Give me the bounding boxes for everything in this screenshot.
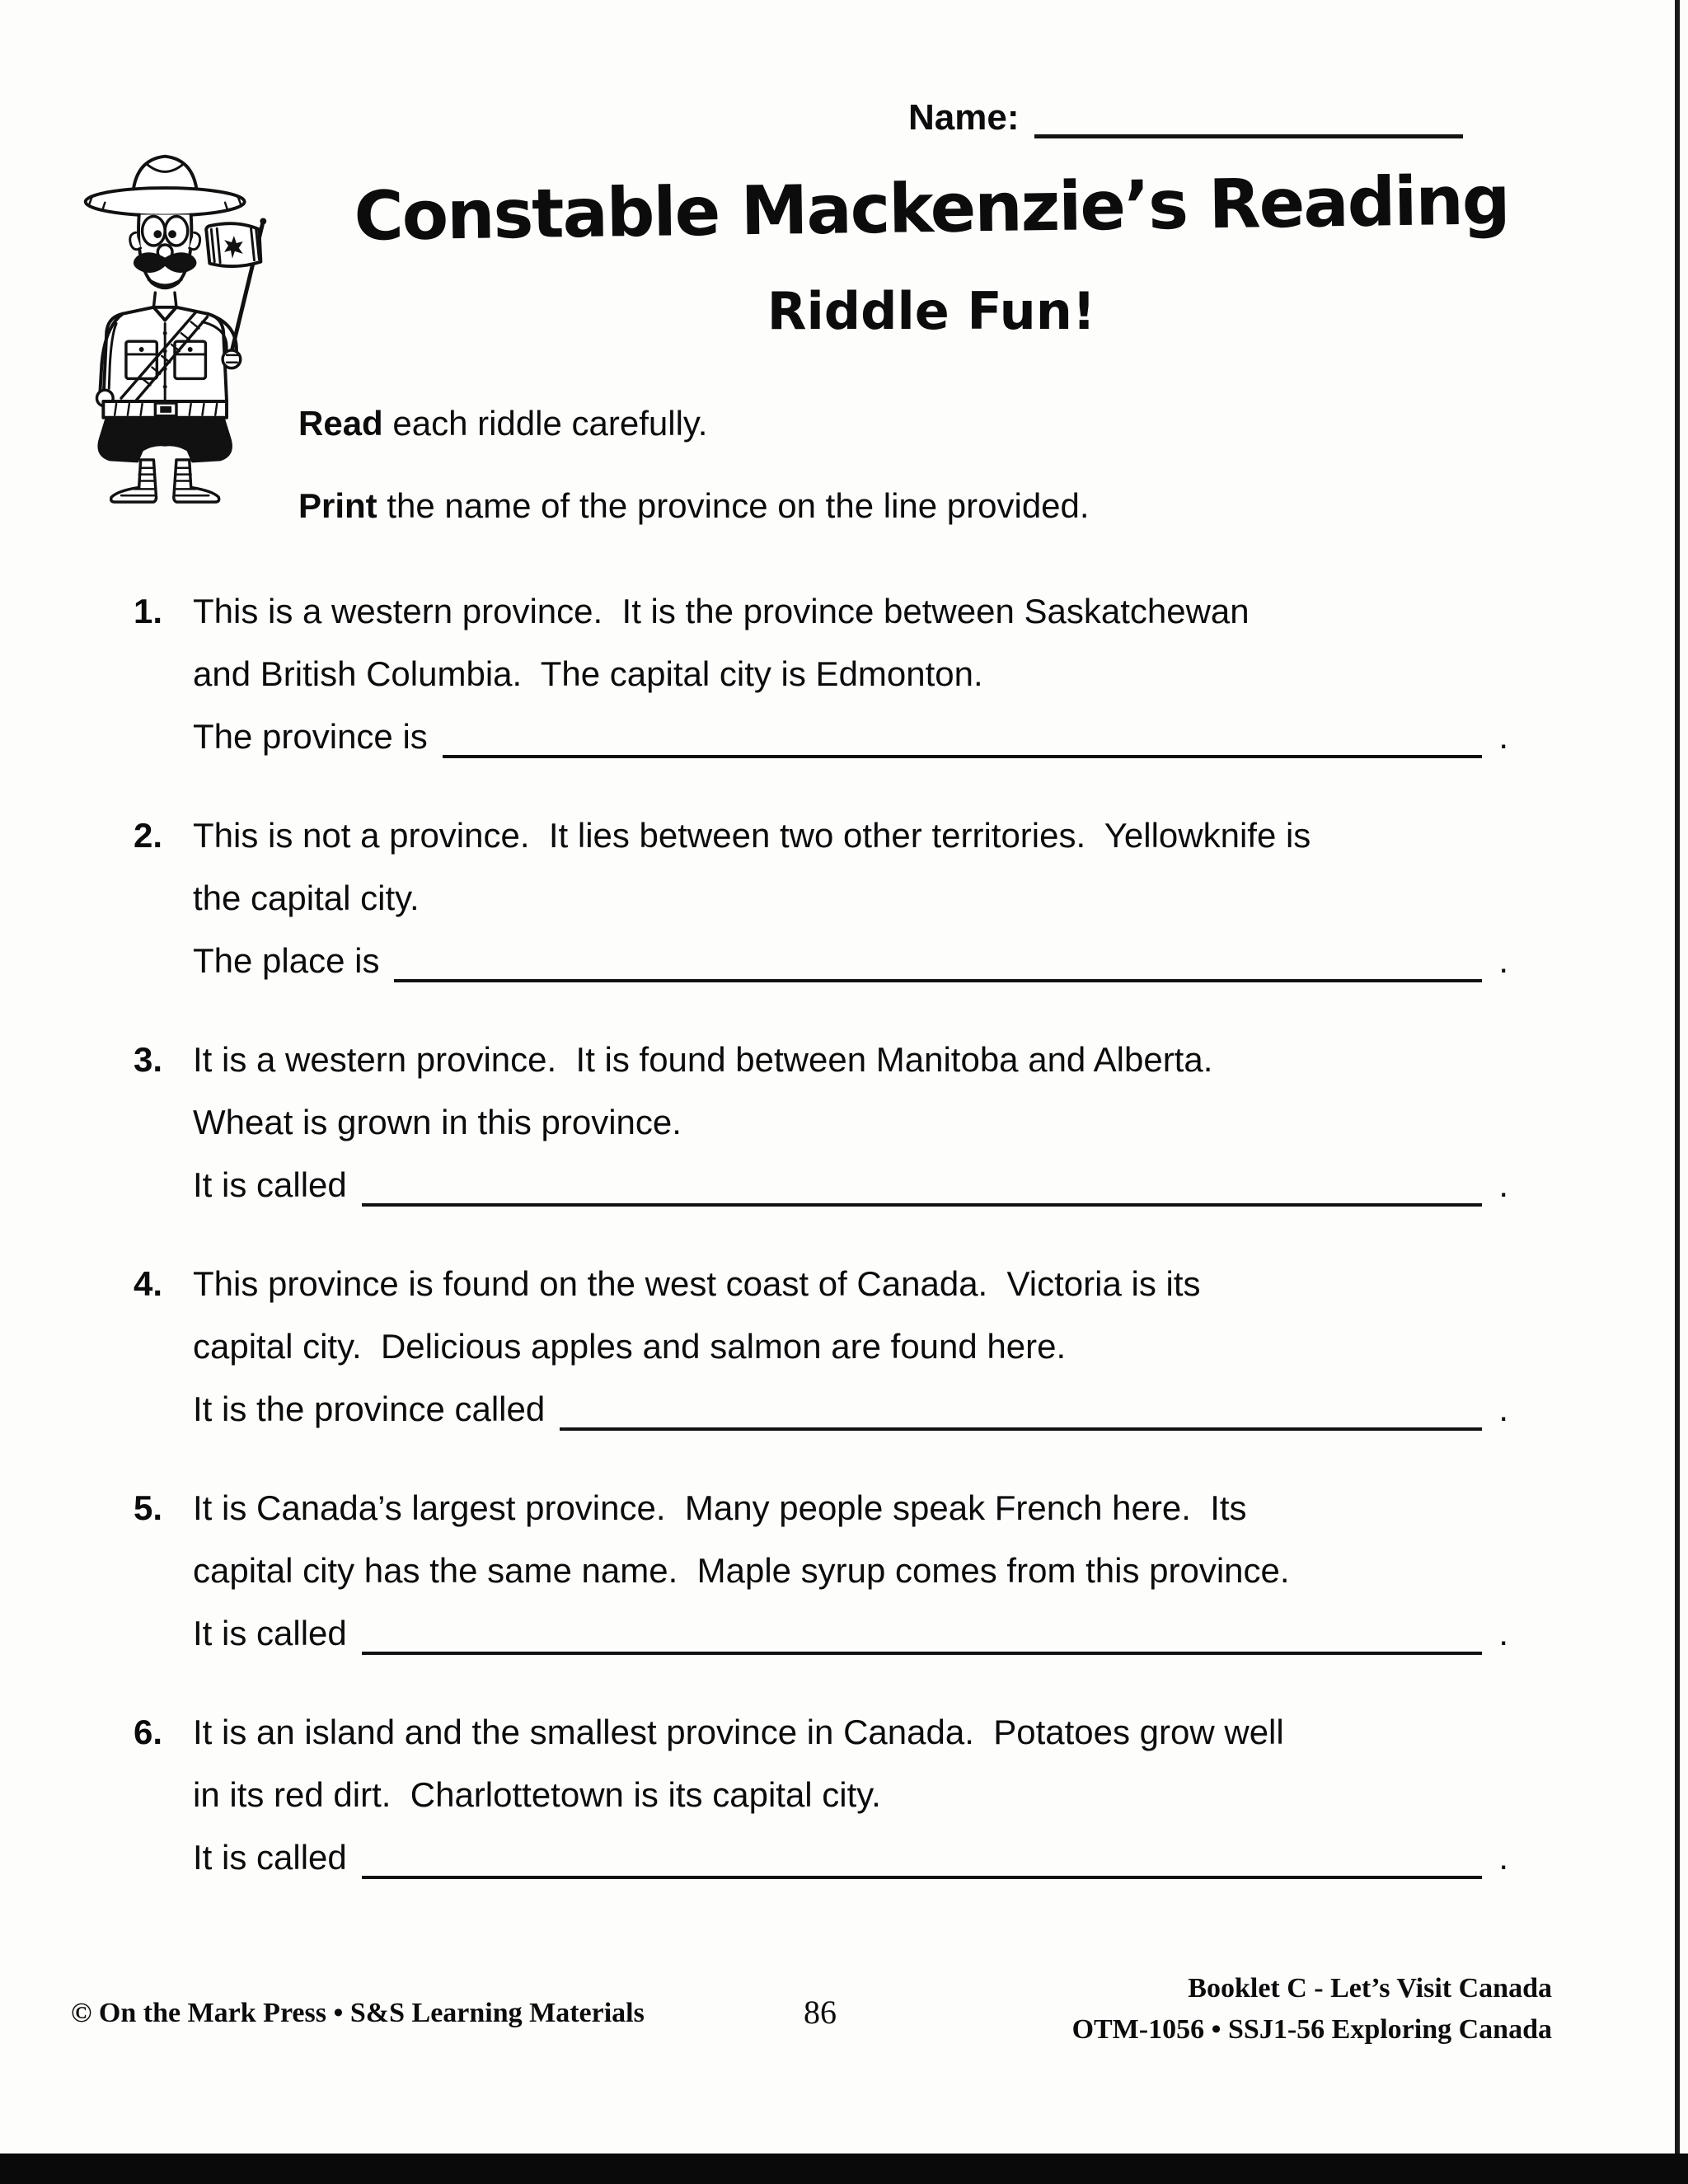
page-subtitle: Riddle Fun! bbox=[767, 281, 1096, 341]
mountie-uniform bbox=[96, 293, 240, 418]
answer-blank-line bbox=[362, 1203, 1483, 1207]
riddle-text-line1: It is a western province. It is found between Manitoba and Alberta. bbox=[193, 1040, 1213, 1079]
answer-lead: It is called bbox=[193, 1165, 347, 1204]
answer-blank-line bbox=[394, 979, 1482, 982]
mountie-hat bbox=[86, 157, 245, 216]
answer-lead: It is the province called bbox=[193, 1390, 546, 1428]
instruction-print-line: Print the name of the province on the line provided. bbox=[298, 486, 1090, 525]
riddle-text-line2: capital city. Delicious apples and salmon are found here. bbox=[193, 1327, 1067, 1366]
riddle-item-5 bbox=[134, 1477, 1508, 1665]
answer-blank-line bbox=[560, 1427, 1482, 1431]
footer-booklet bbox=[1072, 1968, 1552, 2050]
answer-lead: The place is bbox=[193, 941, 380, 980]
riddle-answer-row bbox=[193, 930, 1508, 992]
riddle-number: 2. bbox=[134, 816, 163, 855]
riddle-text-line2: Wheat is grown in this province. bbox=[193, 1103, 682, 1141]
riddle-text-line1: This is not a province. It lies between two other territories. Yellowknife is bbox=[193, 816, 1311, 855]
riddle-number: 6. bbox=[134, 1713, 163, 1751]
name-blank-line bbox=[1034, 97, 1463, 138]
riddle-number: 3. bbox=[134, 1040, 163, 1079]
riddle-answer-row bbox=[193, 1602, 1508, 1665]
riddle-item-2 bbox=[134, 804, 1508, 992]
footer-booklet-line1: Booklet C - Let’s Visit Canada bbox=[1188, 1973, 1552, 2004]
instruction-read-line: Read each riddle carefully. bbox=[298, 404, 708, 443]
riddle-text-line2: capital city has the same name. Maple syrup comes from this province. bbox=[193, 1551, 1290, 1590]
riddle-answer-row bbox=[193, 1826, 1508, 1889]
riddle-text-line2: the capital city. bbox=[193, 879, 420, 917]
mountie-illustration bbox=[69, 129, 280, 518]
answer-period: . bbox=[1498, 1165, 1508, 1204]
answer-period: . bbox=[1498, 1390, 1508, 1428]
answer-blank-line bbox=[362, 1652, 1483, 1655]
mountie-boots bbox=[111, 460, 219, 502]
instructions bbox=[298, 404, 1090, 569]
footer-booklet-line2: OTM-1056 • SSJ1-56 Exploring Canada bbox=[1071, 2014, 1552, 2045]
riddle-item-3 bbox=[134, 1029, 1508, 1216]
mountie-face bbox=[130, 215, 200, 288]
answer-lead: The province is bbox=[193, 717, 428, 756]
riddle-item-1 bbox=[134, 580, 1508, 768]
name-row bbox=[908, 97, 1463, 138]
riddle-answer-row bbox=[193, 1154, 1508, 1216]
answer-lead: It is called bbox=[193, 1614, 347, 1652]
answer-period: . bbox=[1498, 1614, 1508, 1652]
riddle-number: 1. bbox=[134, 592, 163, 630]
riddle-text-line1: It is an island and the smallest province in Canada. Potatoes grow well bbox=[193, 1713, 1284, 1751]
riddle-text-line1: It is Canada’s largest province. Many people speak French here. Its bbox=[193, 1488, 1247, 1527]
riddle-answer-row bbox=[193, 705, 1508, 768]
answer-lead: It is called bbox=[193, 1838, 347, 1877]
riddle-item-4 bbox=[134, 1253, 1508, 1441]
scan-artifact-bottom-edge bbox=[0, 2154, 1688, 2184]
answer-blank-line bbox=[443, 755, 1483, 758]
riddle-text-line1: This is a western province. It is the province between Saskatchewan bbox=[193, 592, 1250, 630]
footer-copyright: © On the Mark Press • S&S Learning Materials bbox=[71, 1998, 645, 2028]
riddle-answer-row bbox=[193, 1378, 1508, 1441]
answer-blank-line bbox=[362, 1876, 1483, 1879]
riddle-number: 5. bbox=[134, 1488, 163, 1527]
footer-page-number: 86 bbox=[804, 1994, 837, 2031]
riddle-list bbox=[134, 580, 1508, 1925]
answer-period: . bbox=[1498, 717, 1508, 756]
name-label: Name: bbox=[908, 97, 1020, 138]
scan-artifact-right-edge bbox=[1675, 0, 1680, 2184]
page-title: Constable Mackenzie’s Reading bbox=[353, 162, 1510, 256]
riddle-text-line2: and British Columbia. The capital city is Edmonton. bbox=[193, 654, 983, 693]
riddle-item-6 bbox=[134, 1701, 1508, 1889]
answer-period: . bbox=[1498, 1838, 1508, 1877]
riddle-text-line1: This province is found on the west coast of Canada. Victoria is its bbox=[193, 1264, 1201, 1303]
riddle-number: 4. bbox=[134, 1264, 163, 1303]
answer-period: . bbox=[1498, 941, 1508, 980]
riddle-text-line2: in its red dirt. Charlottetown is its capital city. bbox=[193, 1775, 881, 1814]
